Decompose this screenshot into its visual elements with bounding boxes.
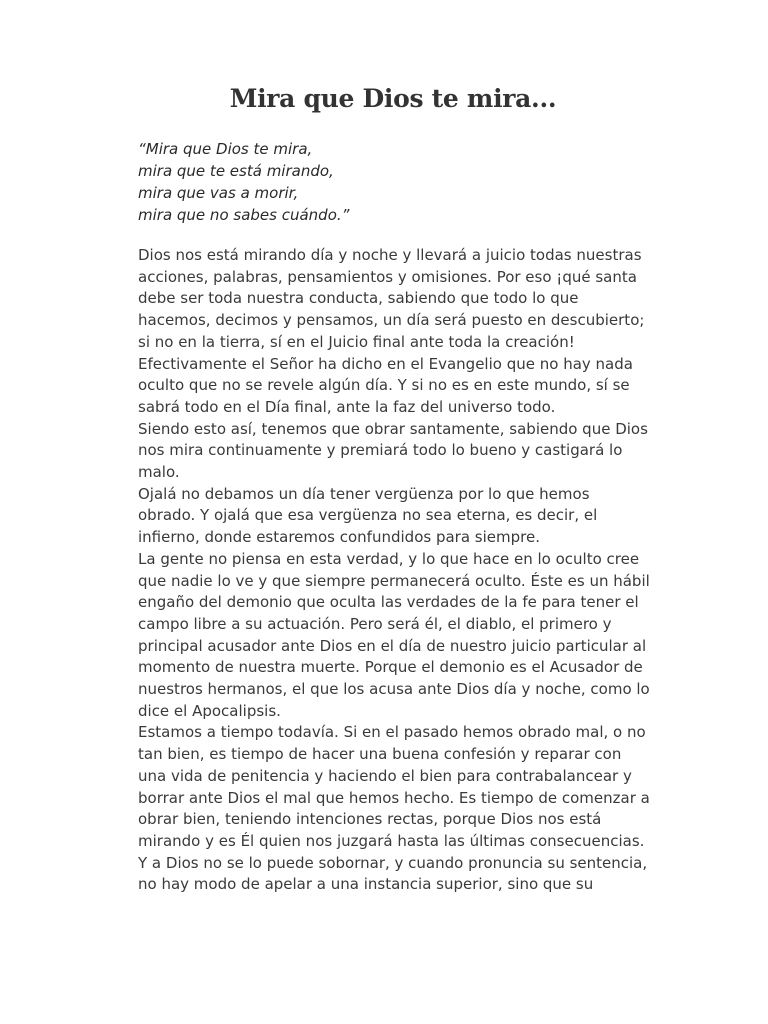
body-line: Efectivamente el Señor ha dicho en el Evangelio que no hay nada [138,354,633,373]
epigraph-line: “Mira que Dios te mira, [138,140,313,158]
epigraph-line: mira que no sabes cuándo.” [138,206,350,224]
body-line: Siendo esto así, tenemos que obrar santamente, sabiendo que Dios [138,419,648,438]
body-line: oculto que no se revele algún día. Y si no es en este mundo, sí se [138,376,630,395]
body-line: si no en la tierra, sí en el Juicio final ante toda la creación! [138,332,575,351]
epigraph-line: mira que vas a morir, [138,184,299,202]
epigraph-quote [138,138,658,226]
body-line: borrar ante Dios el mal que hemos hecho. Es tiempo de comenzar a [138,788,650,807]
body-line: nos mira continuamente y premiará todo lo bueno y castigará lo [138,441,623,460]
body-line: sabrá todo en el Día final, ante la faz del universo todo. [138,397,556,416]
body-line: que nadie lo ve y que siempre permanecerá oculto. Éste es un hábil [138,571,650,590]
body-line: nuestros hermanos, el que los acusa ante Dios día y noche, como lo [138,680,650,699]
body-text [138,245,658,896]
body-line: obrado. Y ojalá que esa vergüenza no sea eterna, es decir, el [138,506,598,525]
body-line: Ojalá no debamos un día tener vergüenza por lo que hemos [138,484,590,503]
body-line: hacemos, decimos y pensamos, un día será puesto en descubierto; [138,311,645,330]
body-line: La gente no piensa en esta verdad, y lo que hace en lo oculto cree [138,549,640,568]
body-line: no hay modo de apelar a una instancia superior, sino que su [138,875,594,894]
body-line: acciones, palabras, pensamientos y omisiones. Por eso ¡qué santa [138,267,637,286]
body-line: momento de nuestra muerte. Porque el demonio es el Acusador de [138,658,643,677]
body-line: obrar bien, teniendo intenciones rectas, porque Dios nos está [138,810,602,829]
body-line: Y a Dios no se lo puede sobornar, y cuando pronuncia su sentencia, [138,853,648,872]
body-line: una vida de penitencia y haciendo el bien para contrabalancear y [138,766,632,785]
body-line: infierno, donde estaremos confundidos para siempre. [138,528,540,547]
body-line: dice el Apocalipsis. [138,701,281,720]
document-title: Mira que Dios te mira... [229,84,557,113]
body-line: principal acusador ante Dios en el día de nuestro juicio particular al [138,636,647,655]
body-line: Dios nos está mirando día y noche y llevará a juicio todas nuestras [138,246,642,264]
body-line: Estamos a tiempo todavía. Si en el pasado hemos obrado mal, o no [138,723,646,742]
body-line: engaño del demonio que oculta las verdades de la fe para tener el [138,593,639,612]
epigraph-line: mira que te está mirando, [138,162,334,180]
body-line: debe ser toda nuestra conducta, sabiendo que todo lo que [138,289,579,308]
body-line: campo libre a su actuación. Pero será él, el diablo, el primero y [138,614,612,633]
body-line: tan bien, es tiempo de hacer una buena confesión y reparar con [138,745,622,764]
body-line: mirando y es Él quien nos juzgará hasta las últimas consecuencias. [138,831,645,850]
body-line: malo. [138,463,180,482]
